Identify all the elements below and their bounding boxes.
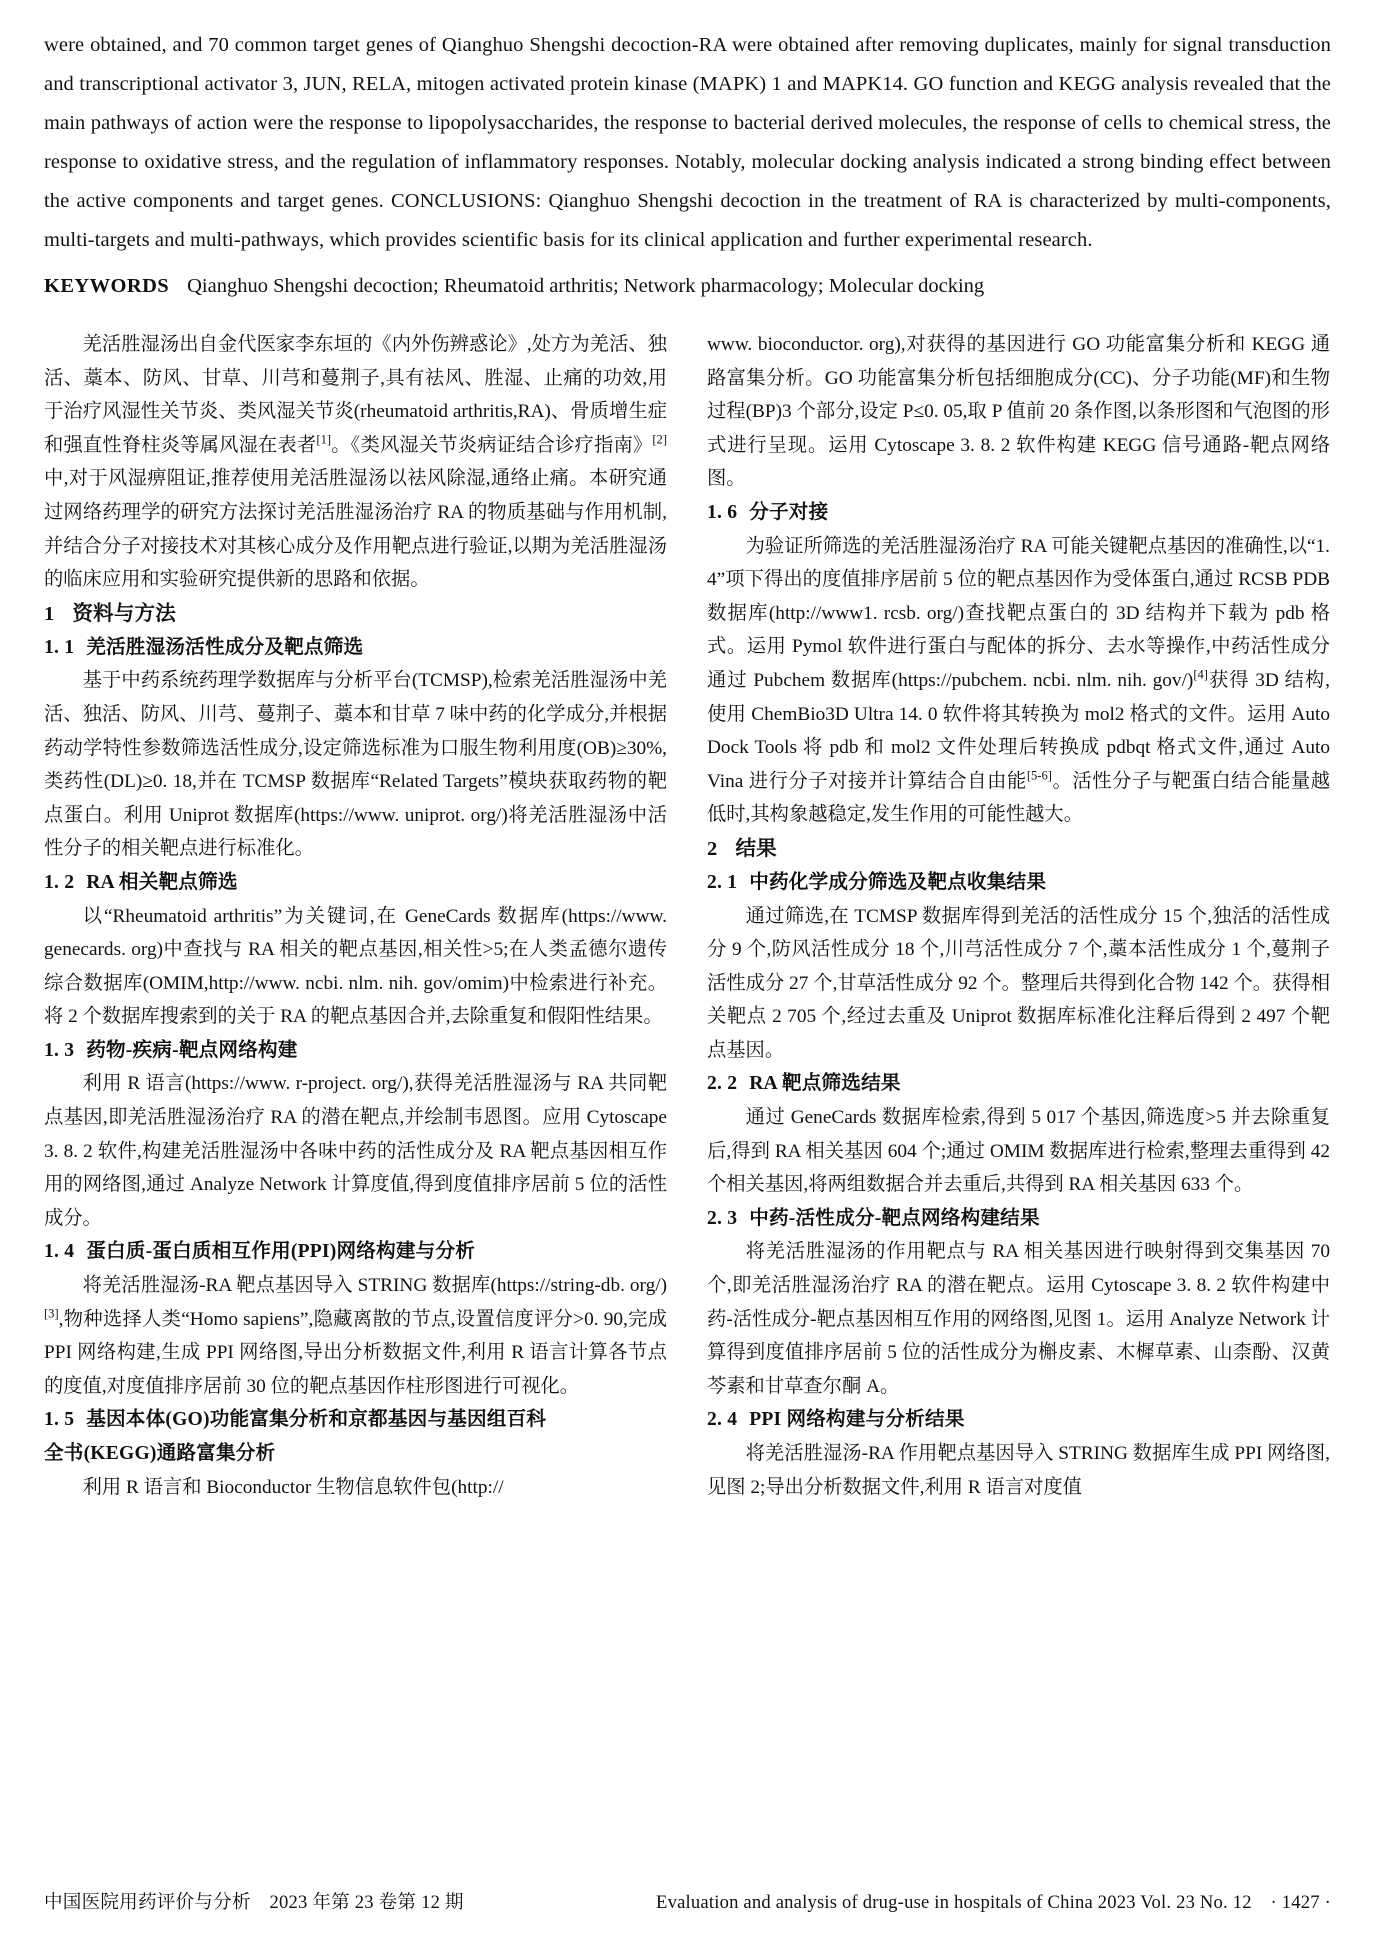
section-1-4-title: 蛋白质-蛋白质相互作用(PPI)网络构建与分析 (86, 1241, 476, 1263)
section-1-3-number: 1. 3 (44, 1039, 75, 1061)
section-2-3-body: 将羌活胜湿汤的作用靶点与 RA 相关基因进行映射得到交集基因 70 个,即羌活胜湿汤治疗 RA 的潜在靶点。运用 Cytoscape 3. 8. 2 软件构建中药-活性成分-靶点基因相互作用的网络图,见图 1。运用 Analyze Network 计算得到度值排序居前 5 位的活性成分为槲皮素、木樨草素、山柰酚、汉黄芩素和甘草查尔酮 A。 (707, 1241, 1330, 1397)
section-2-2-number: 2. 2 (707, 1073, 738, 1095)
section-heading-1-4 (44, 1235, 667, 1269)
section-1-4-number: 1. 4 (44, 1241, 75, 1263)
section-heading-1-6 (707, 496, 1330, 530)
abstract-text: were obtained, and 70 common target genes of Qianghuo Shengshi decoction-RA were obtained after removing duplicates, mainly for signal transduction and transcriptional activator 3, JUN, RELA, mitogen activated protein kinase (MAPK) 1 and MAPK14. GO function and KEGG analysis revealed that the main pathways of action were the response to lipopolysaccharides, the response to bacterial derived molecules, the response of cells to chemical stress, the response to oxidative stress, and the regulation of inflammatory responses. Notably, molecular docking analysis indicated a strong binding effect between the active components and target genes. CONCLUSIONS: Qianghuo Shengshi decoction in the treatment of RA is characterized by multi-components, multi-targets and multi-pathways, which provides scientific basis for its clinical application and further experimental research. (44, 34, 1331, 251)
page-footer (44, 1888, 1331, 1914)
section-2-2-body: 通过 GeneCards 数据库检索,得到 5 017 个基因,筛选度>5 并去除重复后,得到 RA 相关基因 604 个;通过 OMIM 数据库进行检索,整理去重得到 42 个相关基因,将两组数据合并去重后,共得到 RA 相关基因 633 个。 (707, 1107, 1330, 1196)
section-1-6-part-2: 获得 3D 结构,使用 ChemBio3D Ultra 14. 0 软件将其转换为 mol2 格式的文件。运用 Auto Dock Tools 将 pdb 和 mol2 文件处理后转换成 pdbqt 格式文件,通过 Auto Vina 进行分子对接并计算结合自由能 (707, 669, 1330, 792)
section-2-3-number: 2. 3 (707, 1207, 738, 1229)
section-2-title: 结果 (735, 837, 777, 860)
section-heading-1-2 (44, 866, 667, 900)
section-2-number: 2 (707, 837, 718, 860)
section-heading-2 (707, 832, 1330, 866)
section-1-1-body: 基于中药系统药理学数据库与分析平台(TCMSP),检索羌活胜湿汤中羌活、独活、防风、川芎、蔓荆子、藁本和甘草 7 味中药的化学成分,并根据药动学特性参数筛选活性成分,设定筛选标准为口服生物利用度(OB)≥30%,类药性(DL)≥0. 18,并在 TCMSP 数据库“Related Targets”模块获取药物的靶点蛋白。利用 Uniprot 数据库(https://www. uniprot. org/)将羌活胜湿汤中活性分子的相关靶点进行标准化。 (44, 670, 667, 860)
intro-part-1: 羌活胜湿汤出自金代医家李东垣的《内外伤辨惑论》,处方为羌活、独活、藁本、防风、甘草、川芎和蔓荆子,具有祛风、胜湿、止痛的功效,用于治疗风湿性关节炎、类风湿关节炎(rheumatoid arthritis,RA)、骨质增生症和强直性脊柱炎等属风湿在表者 (44, 334, 667, 456)
section-1-6-number: 1. 6 (707, 501, 738, 523)
section-1-number: 1 (44, 602, 55, 625)
keywords-text: Qianghuo Shengshi decoction; Rheumatoid arthritis; Network pharmacology; Molecular docking (187, 275, 985, 297)
section-1-5-body: 利用 R 语言和 Bioconductor 生物信息软件包(http:// (82, 1476, 504, 1498)
section-heading-1-5-cont: 全书(KEGG)通路富集分析 (44, 1443, 276, 1464)
section-1-3-body: 利用 R 语言(https://www. r-project. org/),获得羌活胜湿汤与 RA 共同靶点基因,即羌活胜湿汤治疗 RA 的潜在靶点,并绘制韦恩图。应用 Cytoscape 3. 8. 2 软件,构建羌活胜湿汤中各味中药的活性成分及 RA 靶点基因相互作用的网络图,通过 Analyze Network 计算度值,得到度值排序居前 5 位的活性成分。 (44, 1073, 667, 1229)
section-heading-1-3 (44, 1034, 667, 1068)
section-1-2-body: 以“Rheumatoid arthritis”为关键词,在 GeneCards 数据库(https://www. genecards. org)中查找与 RA 相关的靶点基因,相关性>5;在人类孟德尔遗传综合数据库(OMIM,http://www. ncbi. nlm. nih. gov/omim)中检索进行补充。将 2 个数据库搜索到的关于 RA 的靶点基因合并,去除重复和假阳性结果。 (44, 905, 667, 1028)
section-1-title: 资料与方法 (72, 602, 176, 625)
section-heading-2-4 (707, 1403, 1330, 1437)
section-1-4-part-1: 将羌活胜湿汤-RA 靶点基因导入 STRING 数据库(https://string-db. org/) (82, 1275, 667, 1297)
section-1-4-part-2: ,物种选择人类“Homo sapiens”,隐藏离散的节点,设置信度评分>0. 90,完成 PPI 网络构建,生成 PPI 网络图,导出分析数据文件,利用 R 语言计算各节点的度值,对度值排序居前 30 位的靶点基因作柱形图进行可视化。 (44, 1308, 667, 1397)
section-1-2-number: 1. 2 (44, 871, 75, 893)
left-column (44, 328, 667, 1798)
section-2-2-title: RA 靶点筛选结果 (749, 1073, 901, 1095)
section-2-1-number: 2. 1 (707, 871, 738, 893)
section-heading-1-5 (44, 1403, 667, 1437)
section-2-4-number: 2. 4 (707, 1409, 738, 1431)
footer-journal-en: Evaluation and analysis of drug-use in hospitals of China 2023 Vol. 23 No. 12 · 1427 · (656, 1892, 1331, 1913)
section-heading-2-1 (707, 866, 1330, 900)
right-column (707, 328, 1330, 1798)
intro-ref-1: [1] (316, 432, 332, 447)
section-2-1-title: 中药化学成分筛选及靶点收集结果 (749, 871, 1047, 893)
section-1-6-ref-1: [4] (1193, 667, 1208, 682)
footer-journal-cn: 中国医院用药评价与分析 2023 年第 23 卷第 12 期 (44, 1892, 464, 1913)
section-1-5-title: 基因本体(GO)功能富集分析和京都基因与基因组百科 (86, 1409, 547, 1431)
section-1-6-body (707, 530, 1330, 832)
abstract-block (44, 26, 1331, 260)
section-1-4-ref: [3] (44, 1306, 59, 1321)
section-2-4-body: 将羌活胜湿汤-RA 作用靶点基因导入 STRING 数据库生成 PPI 网络图,见图 2;导出分析数据文件,利用 R 语言对度值 (707, 1443, 1330, 1498)
section-1-1-title: 羌活胜湿汤活性成分及靶点筛选 (86, 636, 364, 658)
section-1-4-body (44, 1269, 667, 1403)
section-1-2-title: RA 相关靶点筛选 (86, 871, 238, 893)
section-1-5-body-continued: www. bioconductor. org),对获得的基因进行 GO 功能富集分析和 KEGG 通路富集分析。GO 功能富集分析包括细胞成分(CC)、分子功能(MF)和生物过程(BP)3 个部分,设定 P≤0. 05,取 P 值前 20 条作图,以条形图和气泡图的形式进行呈现。运用 Cytoscape 3. 8. 2 软件构建 KEGG 信号通路-靶点网络图。 (707, 334, 1330, 490)
section-heading-2-3 (707, 1202, 1330, 1236)
section-1-3-title: 药物-疾病-靶点网络构建 (86, 1039, 298, 1061)
section-2-1-body: 通过筛选,在 TCMSP 数据库得到羌活的活性成分 15 个,独活的活性成分 9 个,防风活性成分 18 个,川芎活性成分 7 个,藁本活性成分 1 个,蔓荆子活性成分 27 个,甘草活性成分 92 个。整理后共得到化合物 142 个。获得相关靶点 2 705 个,经过去重及 Uniprot 数据库标准化注释后得到 2 497 个靶点基因。 (707, 905, 1330, 1061)
section-heading-2-2 (707, 1067, 1330, 1101)
section-2-3-title: 中药-活性成分-靶点网络构建结果 (749, 1207, 1040, 1229)
body-columns (44, 328, 1331, 1798)
section-1-6-part-3: 。活性分子与靶蛋白结合能量越低时,其构象越稳定,发生作用的可能性越大。 (707, 770, 1331, 826)
section-1-6-title: 分子对接 (749, 501, 829, 523)
section-heading-1 (44, 597, 667, 631)
intro-paragraph (44, 328, 667, 597)
intro-part-3: 中,对于风湿痹阻证,推荐使用羌活胜湿汤以祛风除湿,通络止痛。本研究通过网络药理学的研究方法探讨羌活胜湿汤治疗 RA 的物质基础与作用机制,并结合分子对接技术对其核心成分及作用靶点进行验证,以期为羌活胜湿汤的临床应用和实验研究提供新的思路和依据。 (44, 468, 667, 591)
keywords-label: KEYWORDS (44, 275, 170, 297)
section-1-6-part-1: 为验证所筛选的羌活胜湿汤治疗 RA 可能关键靶点基因的准确性,以“1. 4”项下得出的度值排序居前 5 位的靶点基因作为受体蛋白,通过 RCSB PDB 数据库(http://www1. rcsb. org/)查找靶点蛋白的 3D 结构并下载为 pdb 格式。运用 Pymol 软件进行蛋白与配体的拆分、去水等操作,中药活性成分通过 Pubchem 数据库(https://pubchem. ncbi. nlm. nih. gov/) (707, 535, 1330, 691)
section-2-4-title: PPI 网络构建与分析结果 (749, 1409, 965, 1431)
intro-ref-2: [2] (652, 432, 667, 447)
section-heading-1-1 (44, 631, 667, 665)
keywords-block (44, 267, 1331, 306)
section-1-5-number: 1. 5 (44, 1409, 75, 1431)
intro-part-2: 。《类风湿关节炎病证结合诊疗指南》 (331, 434, 653, 456)
section-1-6-ref-2: [5-6] (1026, 768, 1052, 783)
section-1-1-number: 1. 1 (44, 636, 75, 658)
